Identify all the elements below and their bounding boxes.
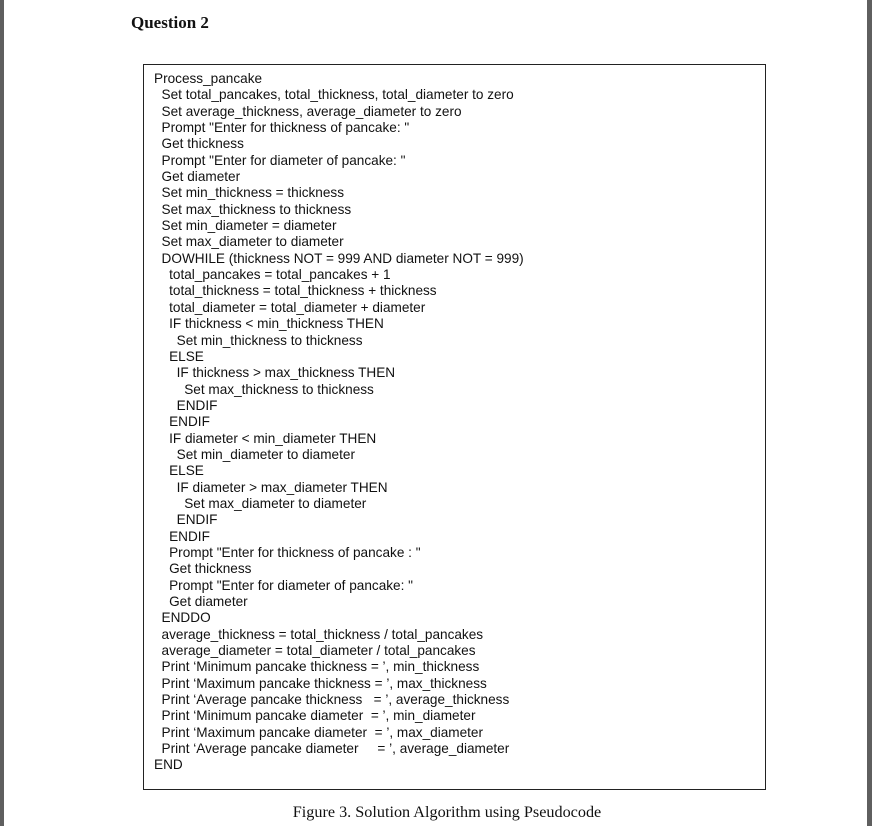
pseudocode-line: average_thickness = total_thickness / total_pancakes xyxy=(154,626,484,642)
pseudocode-line: Set max_diameter to diameter xyxy=(154,234,344,250)
figure-caption: Figure 3. Solution Algorithm using Pseudocode xyxy=(292,803,602,821)
pseudocode-line: total_thickness = total_thickness + thickness xyxy=(154,283,437,299)
pseudocode-line: Prompt "Enter for thickness of pancake: " xyxy=(154,120,410,136)
pseudocode-line: IF thickness < min_thickness THEN xyxy=(154,316,384,332)
pseudocode-line: IF diameter > max_diameter THEN xyxy=(154,479,388,495)
pseudocode-line: ENDIF xyxy=(154,397,218,413)
pseudocode-line: Get diameter xyxy=(154,594,248,609)
pseudocode-line: Get diameter xyxy=(154,169,241,185)
pseudocode-line: Set max_thickness to thickness xyxy=(154,381,374,397)
pseudocode-line: Set max_diameter to diameter xyxy=(154,495,367,511)
pseudocode-line: Set min_diameter = diameter xyxy=(154,218,337,234)
pseudocode-line: Print ‘Average pancake thickness = ’, average_thickness xyxy=(154,692,510,708)
pseudocode-line: total_diameter = total_diameter + diameter xyxy=(154,299,426,315)
pseudocode-line: Prompt "Enter for diameter of pancake: " xyxy=(154,152,406,168)
pseudocode-line: Set min_thickness = thickness xyxy=(154,185,345,201)
right-scrollbar-edge xyxy=(867,0,872,826)
pseudocode-line: total_pancakes = total_pancakes + 1 xyxy=(154,267,391,283)
pseudocode-line: ENDIF xyxy=(154,512,218,528)
pseudocode-lines xyxy=(154,71,759,774)
pseudocode-line: Get thickness xyxy=(154,561,252,577)
pseudocode-line: Set total_pancakes, total_thickness, total_diameter to zero xyxy=(154,87,514,103)
pseudocode-line: IF thickness > max_thickness THEN xyxy=(154,365,396,381)
left-border xyxy=(0,0,4,826)
pseudocode-line: Set max_thickness to thickness xyxy=(154,201,352,217)
pseudocode-line: DOWHILE (thickness NOT = 999 AND diameter NOT = 999) xyxy=(154,250,524,266)
pseudocode-line: Print ‘Maximum pancake thickness = ’, max_thickness xyxy=(154,675,487,691)
pseudocode-line: IF diameter < min_diameter THEN xyxy=(154,430,377,446)
pseudocode-line: Set min_diameter to diameter xyxy=(154,446,355,462)
pseudocode-box xyxy=(143,64,766,790)
pseudocode-line: ELSE xyxy=(154,348,204,364)
pseudocode-line: Get thickness xyxy=(154,136,244,152)
pseudocode-line: ENDIF xyxy=(154,528,210,544)
pseudocode-line: Set average_thickness, average_diameter to zero xyxy=(154,103,462,119)
pseudocode-line: ENDIF xyxy=(154,414,210,430)
pseudocode-line: Print ‘Minimum pancake diameter = ’, min_diameter xyxy=(154,708,476,724)
question-heading: Question 2 xyxy=(131,13,209,32)
pseudocode-line: average_diameter = total_diameter / total_pancakes xyxy=(154,643,476,659)
pseudocode-line: Print ‘Average pancake diameter = ’, average_diameter xyxy=(154,741,510,757)
pseudocode-line: Prompt "Enter for thickness of pancake : " xyxy=(154,544,421,560)
pseudocode-line: Print ‘Maximum pancake diameter = ’, max_diameter xyxy=(154,724,484,740)
pseudocode-line: Prompt "Enter for diameter of pancake: " xyxy=(154,577,413,593)
pseudocode-line: END xyxy=(154,757,183,773)
pseudocode-line: Set min_thickness to thickness xyxy=(154,332,363,348)
pseudocode-line: ENDDO xyxy=(154,610,211,626)
pseudocode-line: Print ‘Minimum pancake thickness = ’, min_thickness xyxy=(154,659,480,675)
pseudocode-line: Process_pancake xyxy=(154,71,263,86)
pseudocode-line: ELSE xyxy=(154,463,204,479)
